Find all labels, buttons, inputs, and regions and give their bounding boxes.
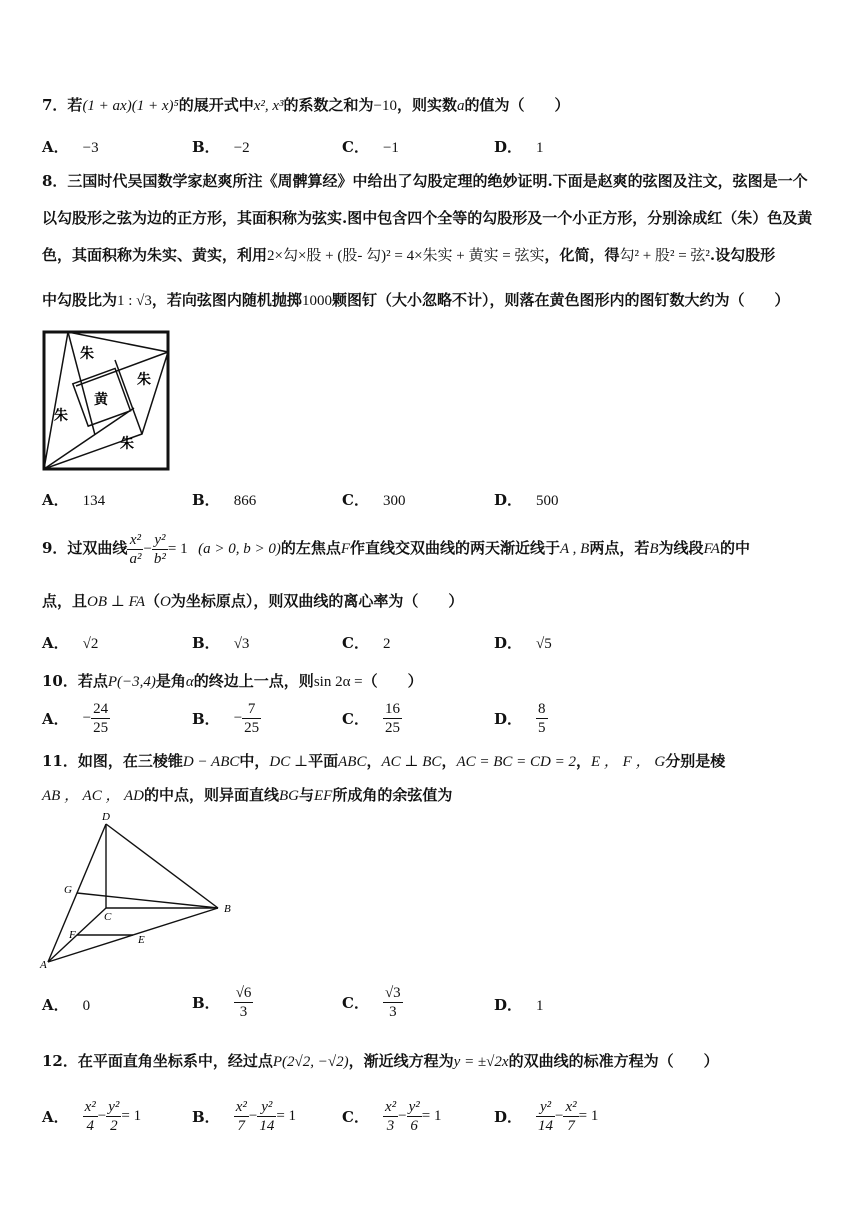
frac-num: √6 [235, 985, 252, 1001]
q10-point: P(−3,4) [107, 674, 156, 690]
label-C: C [104, 911, 112, 923]
q10-text-b: 是角 [155, 672, 186, 690]
option-label: D． [494, 138, 523, 156]
q10-option-b[interactable] [192, 700, 261, 737]
q12-text-b: ，渐近线方程为 [348, 1052, 454, 1070]
q11-BG: BG [278, 788, 299, 804]
q7-terms: x², x³ [253, 98, 284, 114]
option-frac-1 [83, 1098, 98, 1135]
q8-line3-text-c: .设勾股形 [709, 246, 776, 264]
q8-option-a[interactable] [42, 489, 105, 510]
option-text: −2 [233, 140, 250, 156]
q11-tet: D − ABC [182, 754, 240, 770]
q10-text: 10．若点 [42, 672, 108, 690]
option-frac [91, 700, 110, 737]
q9-line2-text: 点，且 [42, 592, 88, 610]
huang-label: 黄 [94, 393, 108, 408]
frac-den: a² [129, 550, 142, 567]
frac-den: 3 [239, 1004, 248, 1020]
q8-line2: 以勾股形之弦为边的正方形，其面积称为弦实.图中包含四个全等的勾股形及一个小正方形，分别涂成红（朱）色及黄 [42, 209, 813, 227]
frac-den: 7 [567, 1118, 575, 1134]
frac-den: 25 [384, 720, 400, 736]
frac-den: 4 [86, 1118, 94, 1134]
q10-text-d: （ ） [362, 672, 423, 690]
frac-den: 6 [410, 1118, 418, 1134]
q8-line4-text-b: ，若向弦图内随机抛掷 [151, 291, 302, 309]
option-label: B． [192, 994, 220, 1012]
q10-expr: sin 2α = [313, 674, 363, 690]
frac-num: x² [84, 1099, 96, 1115]
q11-option-c[interactable] [342, 984, 403, 1021]
q9-line2 [42, 590, 463, 613]
label-B: B [224, 903, 231, 915]
q11-line2-text-b: 与 [298, 786, 314, 804]
option-label: B． [192, 491, 220, 509]
q8-option-c[interactable] [342, 489, 405, 510]
option-label: C． [342, 634, 369, 652]
q11-text-d: 分别是棱 [665, 752, 726, 770]
q11-line2-text-c: 所成角的余弦值为 [332, 786, 453, 804]
q8-line4-text-c: 颗图钉（大小忽略不计），则落在黄色图形内的图钉数大约为（ ） [331, 291, 790, 309]
q7-var: a [457, 98, 465, 114]
label-G: G [64, 884, 72, 896]
label-F: F [69, 929, 76, 941]
q11-text-c: 平面 [308, 752, 339, 770]
q7-text: 7．若 [42, 96, 83, 114]
q9-eq: = 1 [167, 541, 188, 557]
q12-point: P(2√2, −√2) [272, 1054, 349, 1070]
option-label: D． [494, 1108, 523, 1126]
q9-AB: A , B [560, 541, 590, 557]
q9-frac-y [152, 531, 168, 568]
q10-text-c: 的终边上一点，则 [193, 672, 314, 690]
frac-num: y² [108, 1099, 120, 1115]
option-label: A． [42, 1108, 69, 1126]
q7-value: −10 [373, 98, 398, 114]
q9-O: O [160, 594, 171, 610]
frac-num: √3 [384, 985, 401, 1001]
option-text: 0 [82, 998, 91, 1014]
frac-num: y² [152, 531, 168, 550]
option-text: −3 [82, 140, 99, 156]
frac-den: 5 [538, 720, 546, 736]
frac-num: x² [235, 1099, 247, 1115]
q11-option-b[interactable] [192, 984, 253, 1021]
frac-num: y² [536, 1098, 555, 1117]
q8-ratio: 1 : √3 [117, 293, 152, 309]
option-text: 866 [233, 493, 257, 509]
option-frac-2 [106, 1098, 121, 1135]
q9-text-e: 为线段 [658, 539, 704, 557]
q7-text-d: ，则实数 [397, 96, 458, 114]
option-frac-1 [234, 1098, 249, 1135]
q9-B: B [649, 541, 659, 557]
option-label: A． [42, 491, 69, 509]
q11-edges: AB ， AC ， AD [42, 788, 144, 804]
q10-option-d[interactable] [494, 700, 548, 737]
q8-string-figure [42, 330, 172, 472]
q11-line1: 11．如图，在三棱锥D − ABC中，DC ⊥平面ABC，AC ⊥ BC，AC = BC = CD = 2，E ， F ， G分别是棱 [42, 752, 726, 770]
q8-formula-2: 勾² + 股² = 弦² [619, 248, 710, 264]
frac-num: x² [384, 1099, 397, 1115]
q8-line1: 8．三国时代吴国数学家赵爽所注《周髀算经》中给出了勾股定理的绝妙证明.下面是赵爽的弦图及注文，弦图是一个 [42, 172, 808, 190]
frac-num: 8 [538, 701, 546, 717]
option-label: B． [192, 710, 220, 728]
option-label: C． [342, 138, 369, 156]
option-frac [383, 984, 403, 1021]
q9-text-b: 的左焦点 [280, 539, 341, 557]
option-text: √3 [233, 636, 250, 652]
q9-perp: OB ⊥ FA [87, 594, 146, 610]
option-frac-1 [383, 1098, 398, 1135]
option-text: 134 [82, 493, 106, 509]
q7-option-c[interactable] [342, 136, 399, 157]
frac-num: 16 [384, 701, 400, 717]
q11-EF: EF [313, 788, 333, 804]
q9-option-d[interactable] [494, 632, 552, 653]
q7-text-e: 的值为（ ） [464, 96, 570, 114]
option-label: B． [192, 634, 220, 652]
option-sign: − [233, 710, 243, 726]
q12-option-d[interactable] [494, 1098, 598, 1135]
q11-option-a[interactable] [42, 994, 90, 1015]
option-text: 1 [536, 998, 544, 1014]
q8-line3-text-b: ，化简，得 [544, 246, 620, 264]
frac-den: 14 [538, 1118, 554, 1134]
frac-den: b² [153, 550, 166, 567]
q9-text: 9．过双曲线 [42, 539, 128, 557]
option-label: A． [42, 138, 69, 156]
q8-formula: 2×勾×股 + (股- 勾)² = 4×朱实 + 黄实 = 弦实 [267, 248, 545, 264]
q11-c1: DC ⊥ [269, 754, 309, 770]
option-label: D． [494, 491, 523, 509]
q8-line3 [42, 244, 775, 267]
q11-c4: AC = BC = CD = 2 [456, 754, 576, 770]
option-text: √2 [82, 636, 99, 652]
option-minus: − [555, 1108, 564, 1124]
q9-frac-x [127, 531, 143, 568]
q12-option-b[interactable] [192, 1098, 296, 1135]
q9-FA: FA [703, 541, 720, 557]
q7-option-b[interactable] [192, 136, 250, 157]
option-label: C． [342, 491, 369, 509]
option-text: 500 [536, 493, 559, 509]
option-minus: − [248, 1108, 258, 1124]
q10-alpha: α [185, 674, 194, 690]
segment-GB [77, 893, 218, 908]
frac-den: 14 [259, 1118, 275, 1134]
option-frac [234, 984, 254, 1021]
option-eq: = 1 [578, 1108, 599, 1124]
line-c [115, 360, 142, 434]
option-frac-1 [536, 1098, 555, 1135]
option-text: −1 [382, 140, 399, 156]
option-label: C． [342, 994, 369, 1012]
q7-text-b: 的展开式中 [178, 96, 254, 114]
option-eq: = 1 [121, 1108, 142, 1124]
label-D: D [102, 811, 110, 823]
q9-line1 [42, 528, 750, 569]
q11-line2-text: 的中点，则异面直线 [143, 786, 279, 804]
option-frac [242, 700, 261, 737]
q9-minus: − [143, 541, 152, 557]
q12-stem [42, 1050, 719, 1073]
frac-num: 7 [242, 700, 261, 719]
zhu-label-1: 朱 [80, 347, 94, 362]
q8-option-b[interactable] [192, 489, 256, 510]
q9-text-c: 作直线交双曲线的两天渐近线于 [350, 539, 561, 557]
option-frac-2 [407, 1098, 422, 1135]
q8-line4-text: 中勾股比为 [42, 291, 118, 309]
q12-text: 12．在平面直角坐标系中，经过点 [42, 1052, 273, 1070]
option-frac-2 [257, 1098, 276, 1135]
q11-c3: AC ⊥ BC [381, 754, 442, 770]
q9-line2-text-c: 为坐标原点），则双曲线的离心率为（ ） [170, 592, 464, 610]
option-frac [383, 700, 402, 737]
q11-line2 [42, 784, 452, 807]
q10-stem [42, 670, 423, 693]
q12-option-c[interactable] [342, 1098, 441, 1135]
option-frac-2 [563, 1098, 578, 1135]
option-text: 1 [536, 140, 544, 156]
option-text: 2 [382, 636, 391, 652]
option-text: 300 [382, 493, 406, 509]
q11-text: 11．如图，在三棱锥 [42, 752, 183, 770]
option-label: C． [342, 710, 369, 728]
q9-option-a[interactable] [42, 632, 98, 653]
q12-option-a[interactable] [42, 1098, 141, 1135]
q9-text-f: 的中 [719, 539, 750, 557]
q12-asym: y = ±√2x [453, 1054, 509, 1070]
edge-DB [106, 824, 218, 908]
q9-condition: (a > 0, b > 0) [198, 541, 281, 557]
option-label: D． [494, 710, 523, 728]
option-label: A． [42, 634, 69, 652]
q11-c2: ABC [338, 754, 367, 770]
option-eq: = 1 [276, 1108, 297, 1124]
frac-num: y² [257, 1098, 276, 1117]
frac-num: 24 [93, 701, 109, 717]
frac-den: 3 [386, 1118, 395, 1134]
frac-den: 25 [244, 720, 260, 736]
q12-text-c: 的双曲线的标准方程为（ ） [508, 1052, 719, 1070]
option-frac [536, 700, 548, 737]
option-label: B． [192, 1108, 220, 1126]
option-label: D． [494, 634, 523, 652]
label-A: A [40, 959, 47, 971]
frac-num: x² [127, 531, 143, 550]
option-label: A． [42, 996, 69, 1014]
q10-option-c[interactable] [342, 700, 402, 737]
q8-line4 [42, 289, 789, 312]
frac-num: y² [408, 1099, 420, 1115]
option-label: A． [42, 710, 69, 728]
zhu-label-3: 朱 [54, 409, 68, 424]
frac-num: x² [565, 1099, 577, 1115]
zhu-label-2: 朱 [137, 373, 151, 388]
q11-option-d[interactable] [494, 994, 544, 1015]
q7-option-d[interactable] [494, 136, 544, 157]
q8-option-d[interactable] [494, 489, 559, 510]
q9-option-c[interactable] [342, 632, 390, 653]
frac-den: 3 [389, 1004, 397, 1020]
option-sign: − [82, 710, 92, 726]
option-minus: − [97, 1108, 107, 1124]
label-E: E [138, 934, 145, 946]
q7-option-a[interactable] [42, 136, 99, 157]
option-text: √5 [536, 636, 552, 652]
q9-line2-text-b: （ [145, 592, 161, 610]
q9-text-d: 两点，若 [589, 539, 650, 557]
q11-pts: E ， F ， G [591, 754, 666, 770]
q9-option-b[interactable] [192, 632, 249, 653]
zhu-label-4: 朱 [120, 437, 134, 452]
q7-expr: (1 + ax)(1 + x)⁵ [82, 98, 179, 114]
q11-text-b: 中， [239, 752, 270, 770]
option-label: D． [494, 996, 523, 1014]
q7-text-c: 的系数之和为 [283, 96, 374, 114]
option-label: B． [192, 138, 220, 156]
q7-stem [42, 94, 570, 117]
frac-den: 2 [110, 1118, 118, 1134]
q9-F: F [340, 541, 351, 557]
option-eq: = 1 [421, 1108, 442, 1124]
q11-tetrahedron-figure [36, 810, 246, 972]
frac-den: 25 [93, 720, 109, 736]
q10-option-a[interactable] [42, 700, 110, 737]
option-minus: − [398, 1108, 407, 1124]
q8-line3-text: 色，其面积称为朱实、黄实，利用 [42, 246, 268, 264]
q8-count: 1000 [301, 293, 332, 309]
frac-den: 7 [237, 1118, 246, 1134]
option-label: C． [342, 1108, 369, 1126]
